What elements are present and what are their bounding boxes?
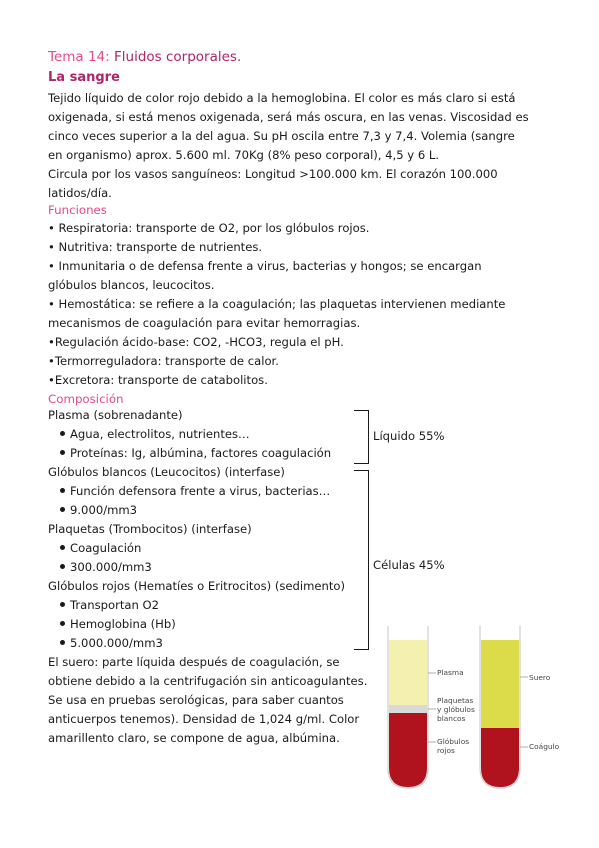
composicion-plasma: Plasma (sobrenadante) — [48, 408, 183, 422]
sangre-paragraph — [48, 89, 529, 203]
label-coagulo: Coágulo — [529, 742, 560, 751]
list-item: Hemoglobina (Hb) — [60, 615, 176, 634]
funcion-line: •Excretora: transporte de catabolitos. — [48, 373, 268, 387]
bullet-icon — [60, 602, 65, 607]
title-prefix: Tema 14: — [48, 49, 110, 65]
funcion-line: •Termorreguladora: transporte de calor. — [48, 354, 279, 368]
composicion-blancos: Glóbulos blancos (Leucocitos) (interfase) — [48, 465, 285, 479]
funcion-line: • Nutritiva: transporte de nutrientes. — [48, 240, 263, 254]
suero-line: amarillento claro, se compone de agua, albúmina. — [48, 731, 340, 745]
list-item: Agua, electrolitos, nutrientes… — [60, 425, 250, 444]
sangre-line: en organismo) aprox. 5.600 ml. 70Kg (8% peso corporal), 4,5 y 6 L. — [48, 148, 440, 162]
composicion-plaquetas: Plaquetas (Trombocitos) (interfase) — [48, 522, 252, 536]
label-celulas: Células 45% — [373, 558, 445, 572]
tube-coagulated-icon — [480, 626, 520, 788]
funcion-line: • Respiratoria: transporte de O2, por los glóbulos rojos. — [48, 221, 370, 235]
bullet-icon — [60, 621, 65, 626]
label-liquido: Líquido 55% — [373, 429, 445, 443]
list-item: 5.000.000/mm3 — [60, 634, 163, 653]
list-item: Transportan O2 — [60, 596, 159, 615]
funcion-line: • Inmunitaria o de defensa frente a virus, bacterias y hongos; se encargan — [48, 259, 482, 273]
sangre-line: Circula por los vasos sanguíneos: Longitud >100.000 km. El corazón 100.000 — [48, 167, 498, 181]
sangre-line: latidos/día. — [48, 186, 112, 200]
label-buffy: Plaquetas y glóbulos blancos — [437, 696, 475, 723]
funcion-line: glóbulos blancos, leucocitos. — [48, 278, 215, 292]
bullet-icon — [60, 640, 65, 645]
sangre-line: oxigenada, si está menos oxigenada, será más oscura, en las venas. Viscosidad es — [48, 110, 529, 124]
tubes-figure — [380, 620, 580, 795]
funcion-line: mecanismos de coagulación para evitar hemorragias. — [48, 316, 361, 330]
tube-centrifuged-icon — [388, 626, 428, 788]
heading-composicion: Composición — [48, 392, 124, 406]
label-suero: Suero — [529, 673, 551, 682]
sangre-line: Tejido líquido de color rojo debido a la hemoglobina. El color es más claro si está — [48, 91, 516, 105]
funciones-list — [48, 219, 505, 390]
label-globulos-rojos: Glóbulos rojos — [437, 737, 470, 755]
label-plasma: Plasma — [437, 668, 464, 677]
suero-line: Se usa en pruebas serológicas, para saber cuantos — [48, 693, 344, 707]
list-item: Proteínas: Ig, albúmina, factores coagulación — [60, 444, 331, 463]
suero-line: anticuerpos tenemos). Densidad de 1,024 g/ml. Color — [48, 712, 360, 726]
bullet-icon — [60, 545, 65, 550]
coagulo-layer — [481, 728, 519, 787]
red-cells-layer — [389, 713, 427, 787]
bullet-icon — [60, 488, 65, 493]
heading-sangre: La sangre — [48, 70, 120, 85]
plasma-layer — [389, 640, 427, 705]
list-item: Función defensora frente a virus, bacterias… — [60, 482, 330, 501]
suero-line: obtiene debido a la centrifugación sin anticoagulantes. — [48, 674, 368, 688]
page-title — [48, 49, 241, 65]
heading-funciones: Funciones — [48, 203, 107, 217]
composicion-rojos: Glóbulos rojos (Hematíes o Eritrocitos) (sedimento) — [48, 579, 346, 593]
suero-paragraph — [48, 653, 367, 748]
bracket-liquido — [354, 410, 369, 464]
title-text: Fluidos corporales. — [114, 49, 242, 65]
suero-layer — [481, 640, 519, 728]
bullet-icon — [60, 507, 65, 512]
list-item: 9.000/mm3 — [60, 501, 137, 520]
funcion-line: •Regulación ácido-base: CO2, -HCO3, regula el pH. — [48, 335, 344, 349]
bracket-celulas — [354, 470, 369, 650]
buffy-layer — [389, 705, 427, 713]
funcion-line: • Hemostática: se refiere a la coagulación; las plaquetas intervienen mediante — [48, 297, 506, 311]
list-item: 300.000/mm3 — [60, 558, 152, 577]
bullet-icon — [60, 431, 65, 436]
sangre-line: cinco veces superior a la del agua. Su pH oscila entre 7,3 y 7,4. Volemia (sangre — [48, 129, 515, 143]
bullet-icon — [60, 450, 65, 455]
bullet-icon — [60, 564, 65, 569]
suero-line: El suero: parte líquida después de coagulación, se — [48, 655, 340, 669]
list-item: Coagulación — [60, 539, 141, 558]
